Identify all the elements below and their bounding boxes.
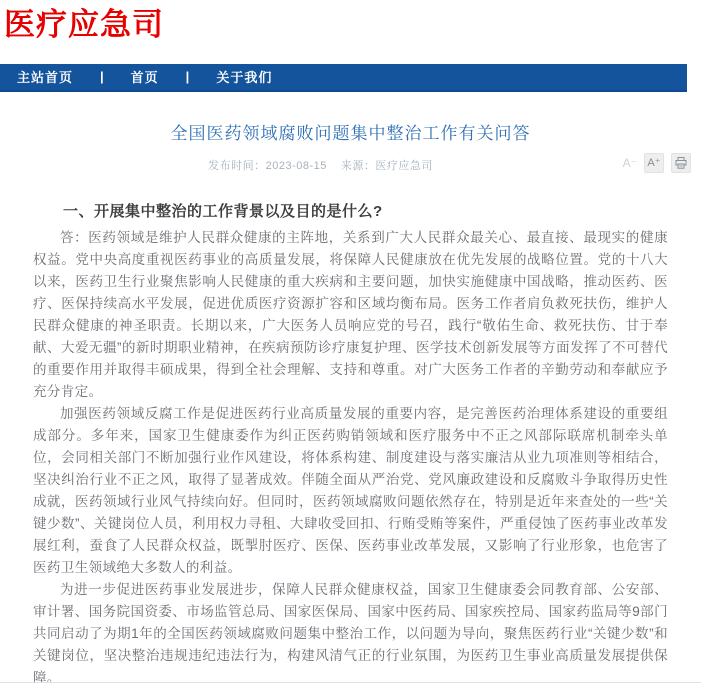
nav-item-home[interactable]: 首页 bbox=[130, 70, 159, 86]
source-label: 来源： bbox=[340, 159, 376, 172]
article-body bbox=[33, 201, 668, 689]
print-button[interactable] bbox=[671, 153, 691, 173]
main-nav bbox=[0, 64, 687, 92]
article-page bbox=[0, 92, 701, 689]
printer-icon bbox=[675, 157, 687, 169]
nav-item-main-home[interactable]: 主站首页 bbox=[17, 70, 74, 86]
publish-time-label: 发布时间： bbox=[208, 159, 266, 172]
article-meta-row bbox=[0, 157, 701, 179]
font-increase-button[interactable]: A⁺ bbox=[644, 153, 664, 173]
article-paragraph: 答：医药领域是维护人民群众健康的主阵地，关系到广大人民群众最关心、最直接、最现实的健康权益。党中央高度重视医药事业的高质量发展，将保障人民健康放在优先发展的战略位置。党的十八大以来，医药卫生行业聚焦影响人民健康的重大疾病和主要问题，加快实施健康中国战略，推动医药、医疗、医保持续高水平发展，促进优质医疗资源扩容和区域均衡布局。医务工作者肩负救死扶伤，维护人民群众健康的神圣职责。长期以来，广大医务人员响应党的号召，践行“敬佑生命、救死扶伤、甘于奉献、大爱无疆”的新时期职业精神，在疾病预防诊疗康复护理、医学技术创新发展等方面发挥了不可替代的重要作用并取得丰硕成果，得到全社会理解、支持和尊重。对广大医务工作者的辛勤劳动和奉献应予充分肯定。 bbox=[33, 229, 668, 399]
nav-item-about[interactable]: 关于我们 bbox=[216, 70, 273, 86]
article-title: 全国医药领域腐败问题集中整治工作有关问答 bbox=[170, 123, 531, 143]
article-paragraph: 加强医药领域反腐工作是促进医药行业高质量发展的重要内容，是完善医药治理体系建设的重要组成部分。多年来，国家卫生健康委作为纠正医药购销领域和医疗服务中不正之风部际联席机制牵头单位，会同相关部门不断加强行业作风建设，将体系构建、制度建设与落实廉洁从业九项准则等相结合，坚决纠治行业不正之风，取得了显著成效。伴随全面从严治党、党风廉政建设和反腐败斗争取得历史性成就，医药领域行业风气持续向好。但同时，医药领域腐败问题依然存在，特别是近年来查处的一些“关键少数”、关键岗位人员，利用权力寻租、大肆收受回扣、行贿受贿等案件，严重侵蚀了医药事业改革发展红利，蚕食了人民群众权益，既掣肘医疗、医保、医药事业改革发展，又影响了行业形象，也危害了医药卫生领域绝大多数人的利益。 bbox=[33, 405, 668, 575]
source-value: 医疗应急司 bbox=[375, 159, 433, 172]
article-tools bbox=[623, 153, 691, 173]
article-paragraph: 为进一步促进医药事业发展进步，保障人民群众健康权益，国家卫生健康委会同教育部、公安部、审计署、国务院国资委、市场监管总局、国家医保局、国家中医药局、国家疾控局、国家药监局等9部门共同启动了为期1年的全国医药领域腐败问题集中整治工作，以问题为导向，聚焦医药行业“关键少数”和关键岗位，坚决整治违规违纪违法行为，构建风清气正的行业氛围，为医药卫生事业高质量发展提供保障。 bbox=[33, 581, 668, 685]
nav-separator: | bbox=[185, 69, 190, 85]
site-title: 医疗应急司 bbox=[4, 7, 164, 42]
font-decrease-button[interactable]: A⁻ bbox=[622, 155, 637, 170]
site-header bbox=[0, 0, 701, 43]
nav-separator: | bbox=[100, 69, 104, 85]
bottom-divider bbox=[0, 682, 701, 683]
question-heading: 一、开展集中整治的工作背景以及目的是什么? bbox=[63, 202, 383, 220]
publish-date: 2023-08-15 bbox=[265, 159, 327, 172]
article-meta bbox=[0, 157, 701, 173]
